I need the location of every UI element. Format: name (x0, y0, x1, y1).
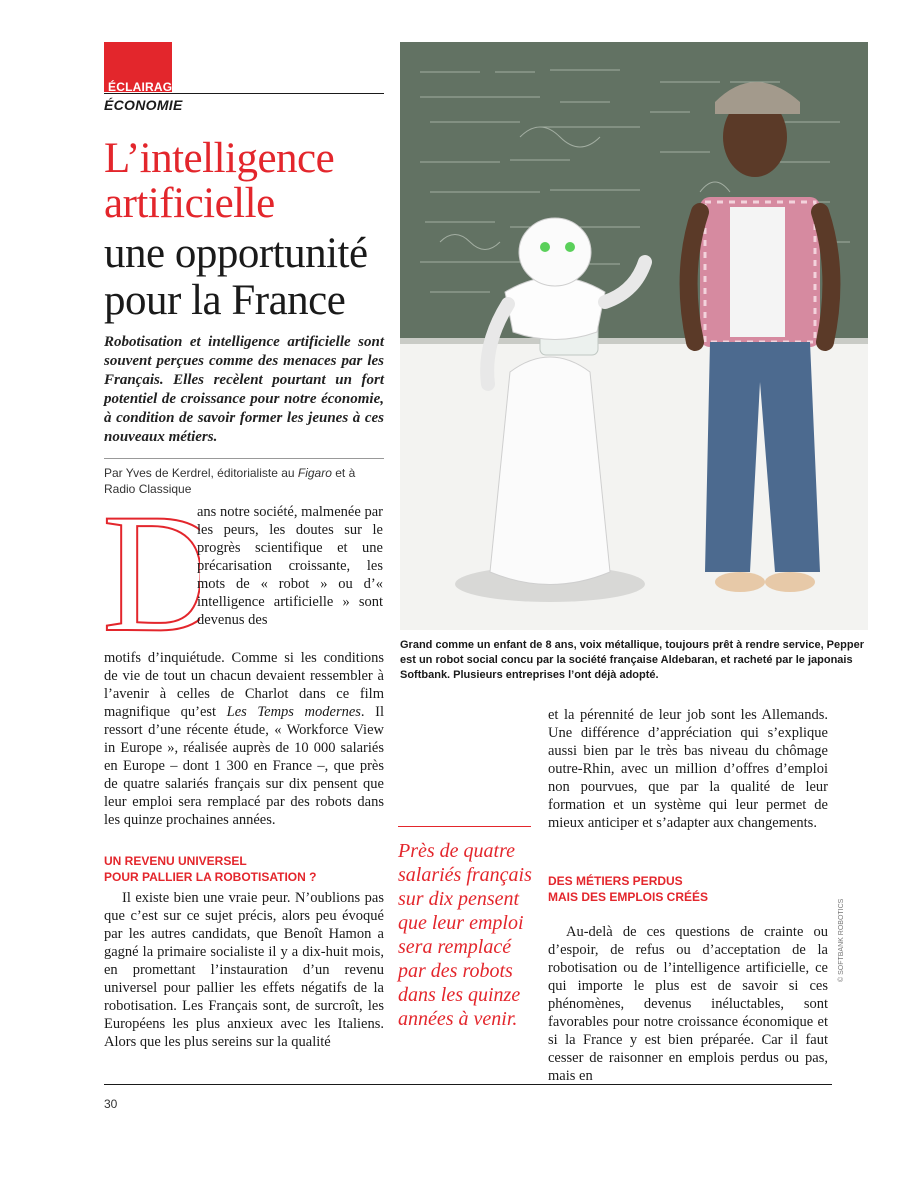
intro-paragraph-start: ans notre société, malmenée par les peurs, les doutes sur le progrès scientifique et une précarisation croissante, les mots de « robot » ou d’« intelligence artificielle » sont devenus des (197, 504, 383, 628)
intro-paragraph (104, 649, 384, 829)
photo-credit: © SOFTBANK ROBOTICS (838, 898, 845, 982)
photo-caption: Grand comme un enfant de 8 ans, voix métallique, toujours prêt à rendre service, Pepper est un robot social concu par la société française Aldebaran, et racheté par le japonais Softbank. Plusieurs entreprises l’ont déjà adopté. (400, 639, 864, 681)
headline-red (104, 136, 434, 226)
headline-line-3: une opportunité (104, 230, 368, 277)
drop-cap-graphic (104, 500, 200, 640)
drop-cap-letter: D (104, 500, 200, 640)
byline-prefix: Par Yves de Kerdrel, éditorialiste au (104, 466, 298, 480)
article-photo (400, 42, 868, 630)
intro-wrapped-text (197, 503, 383, 629)
subheading-1-line-1: UN REVENU UNIVERSEL (104, 854, 247, 868)
paragraph-3-text: Au-delà de ces questions de crainte ou d’espoir, de refus ou d’acceptation de la robotisation ou de l’intelligence artificielle, ce qui importe le plus est de savoir si ces phénomènes, devenus inéluctables, sont favorables pour notre croissance économique et si la France y est bien préparée. Car il faut cesser de raisonner en emplois perdus ou pas, mais en (548, 923, 828, 1084)
headline-line-1: L’intelligence (104, 135, 335, 182)
drop-cap (104, 500, 200, 640)
subheading-1-line-2: POUR PALLIER LA ROBOTISATION ? (104, 870, 317, 884)
column-3-text: et la pérennité de leur job sont les Allemands. Une différence d’appréciation qui s’explique aussi bien par le très bas niveau du chômage outre-Rhin, avec un million d’offres d’emploi non pourvues, que par la qualité de leur formation et un système qui leur permet de mieux anticiper et s’adapter aux changements. (548, 707, 828, 831)
photo-illustration (400, 42, 868, 630)
rubric-label: ÉCLAIRAGES (108, 80, 189, 94)
byline-publication: Figaro (297, 466, 332, 480)
byline-divider (104, 458, 384, 459)
intro-text-a: motifs d’inquiétude. Comme si les conditions de vie de tout un chacun devaient ressembler à l’avenir à celles de Charlot dans ce film magnifique qu’est (104, 650, 384, 720)
headline-line-2: artificielle (104, 180, 275, 227)
paragraph-3 (548, 908, 828, 1099)
pullquote-rule (398, 826, 531, 827)
pullquote: Près de quatre salariés français sur dix pensent que leur emploi sera remplacé par des robots dans les quinze années à venir. (398, 840, 532, 1030)
subheading-2-line-1: DES MÉTIERS PERDUS (548, 874, 683, 888)
intro-text-b: . Il ressort d’une récente étude, « Workforce View in Europe », réalisée auprès de 10 000 salariés en Europe – dont 1 300 en France –, que près de quatre salariés français sur dix pensent que leur emploi sera remplacé par des robots dans les quinze prochaines années. (104, 704, 384, 828)
film-title: Les Temps modernes (226, 704, 361, 720)
page-number: 30 (104, 1097, 118, 1111)
standfirst: Robotisation et intelligence artificielle sont souvent perçues comme des menaces par les Français. Elles recèlent pourtant un fort potentiel de croissance pour notre économie, à condition de savoir former les jeunes à ces nouveaux métiers. (104, 334, 384, 445)
rubric-divider (104, 93, 384, 94)
subheading-2 (548, 873, 828, 905)
byline-suffix: et à Radio Classique (104, 466, 356, 496)
section-label: ÉCONOMIE (104, 97, 183, 113)
subheading-1 (104, 853, 384, 885)
footer-divider (104, 1084, 832, 1085)
column-3-paragraph (548, 706, 828, 832)
paragraph-2-text: Il existe bien une vraie peur. N’oublions pas que c’est sur ce sujet précis, alors peu évoqué par les autres candidats, que Benoît Hamon a gagné la primaire socialiste il y a dix-huit mois, en promettant l’instauration d’un revenu universel pour pallier les effets négatifs de la robotisation. Les Français sont, de surcroît, les Européens les plus anxieux avec les Italiens. Alors que les plus sereins sur la qualité (104, 890, 384, 1050)
paragraph-2 (104, 889, 384, 1051)
subheading-2-line-2: MAIS DES EMPLOIS CRÉÉS (548, 890, 709, 904)
headline-line-4: pour la France (104, 277, 346, 324)
byline (104, 465, 384, 497)
headline-black (104, 230, 444, 324)
